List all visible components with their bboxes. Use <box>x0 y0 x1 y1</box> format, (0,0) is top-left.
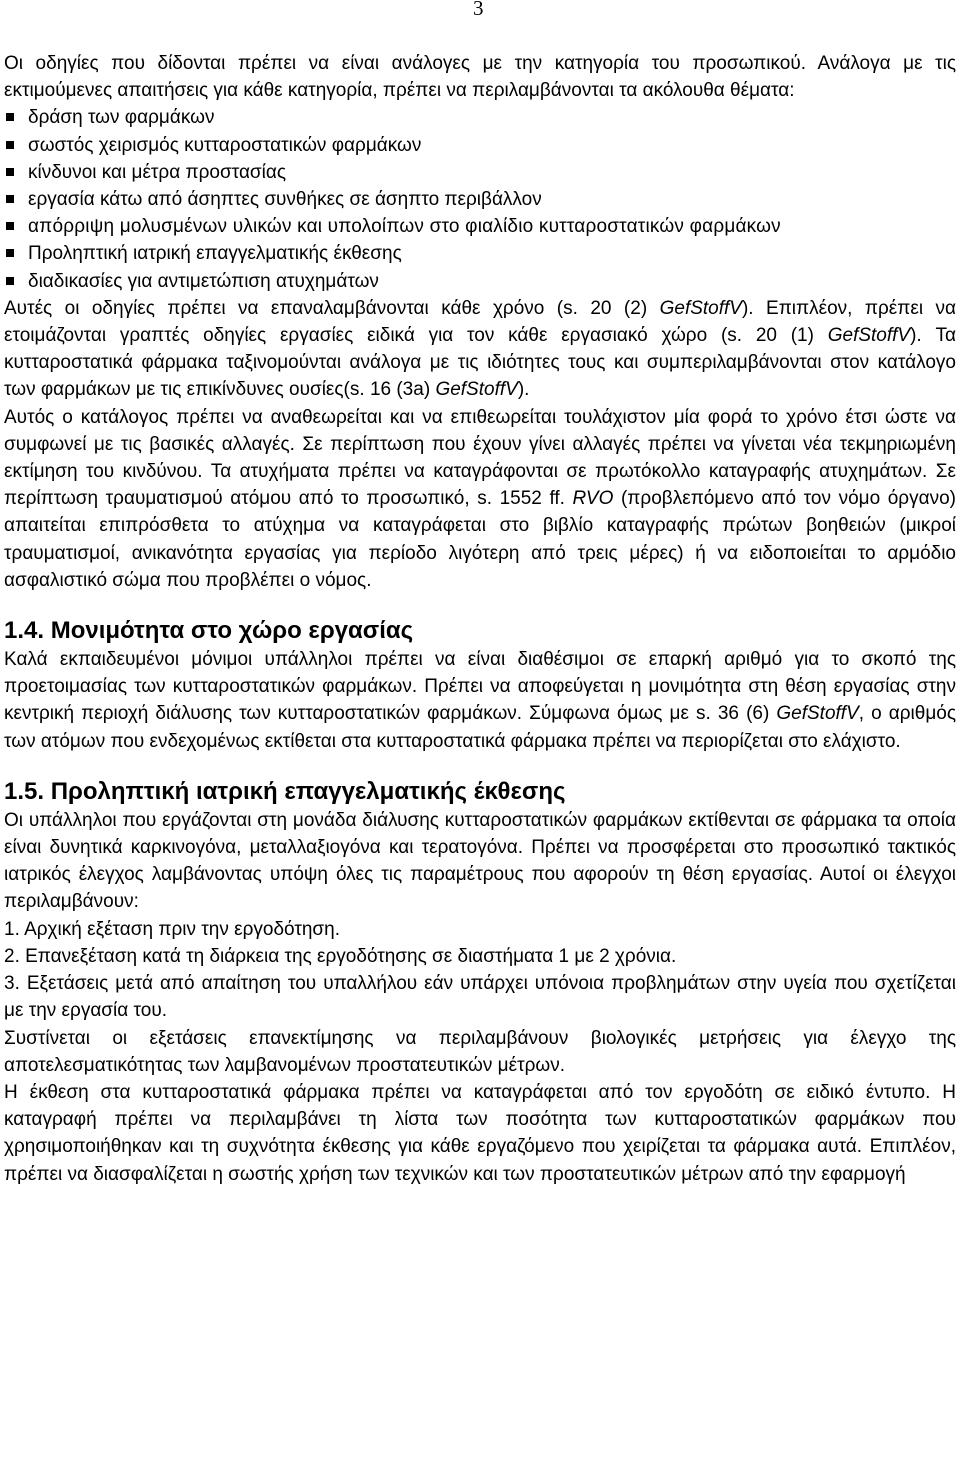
intro-paragraph: Οι οδηγίες που δίδονται πρέπει να είναι ανάλογες με την κατηγορία του προσωπικού. Ανάλογα με τις εκτιμούμενες απαιτήσεις για κάθε κατηγορία, πρέπει να περιλαμβάνονται τα ακόλουθα θέματα: <box>4 53 956 102</box>
page-number: 3 <box>473 0 484 20</box>
document-body <box>4 50 956 1188</box>
text-run: Αυτός ο κατάλογος πρέπει να αναθεωρείται και να επιθεωρείται τουλάχιστον μία φορά το χρόνο έτσι ώστε να συμφωνεί με τις βασικές αλλαγές. Σε περίπτωση που έχουν γίνει αλλαγές πρέπει να γίνεται νέα τεκμηριωμένη εκτίμηση του κινδύνου. Τα ατυχήματα πρέπει να καταγράφονται σε πρωτόκολλο καταγραφής ατυχημάτων. Σε περίπτωση τραυματισμού ατόμου από το προσωπικό, s. 1552 ff. <box>4 406 956 510</box>
text-run: (προβλεπόμενο από τον νόμο όργανο) απαιτείται επιπρόσθετα το ατύχημα να καταγράφεται στο βιβλίο καταγραφής πρώτων βοηθειών (μικροί τραυματισμοί, ανικανότητα εργασίας για περίοδο λιγότερη από τρεις μέρες) ή να ειδοποιείται το αρμόδιο ασφαλιστικό σώμα που προβλέπει ο νόμος. <box>4 488 956 591</box>
law-reference: GefStoffV <box>435 379 518 401</box>
text-run: ). Επιπλέον, πρέπει να ετοιμάζονται γραπτές οδηγίες εργασίες ειδικά για τον κάθε εργασιακό χώρο (s. 20 (1) <box>4 297 956 347</box>
section-1-4-paragraph <box>4 646 956 755</box>
exposure-paragraph: Η έκθεση στα κυτταροστατικά φάρμακα πρέπει να καταγράφεται από τον εργοδότη σε ειδικό έντυπο. Η καταγραφή πρέπει να περιλαμβάνει τη λίστα των ποσότητα των κυτταροστατικών φαρμάκων που χρησιμοποιήθηκαν και τη συχνότητα έκθεσης για κάθε εργαζόμενο που χειρίζεται τα φάρμακα αυτά. Επιπλέον, πρέπει να διασφαλίζεται η σωστής χρήση των τεχνικών και των προστατευτικών μέτρων από την εφαρμογή <box>4 1081 956 1185</box>
law-reference: RVO <box>572 488 614 510</box>
tests-paragraph: Συστίνεται οι εξετάσεις επανεκτίμησης να περιλαμβάνουν βιολογικές μετρήσεις για έλεγχο της αποτελεσματικότητας των λαμβανομένων προστατευτικών μέτρων. <box>4 1027 956 1076</box>
catalogue-paragraph <box>4 404 956 594</box>
section-heading-1-4: 1.4. Μονιμότητα στο χώρο εργασίας <box>4 617 414 645</box>
list-item: Προληπτική ιατρική επαγγελματικής έκθεσης <box>4 240 956 267</box>
law-reference: GefStoffV <box>827 325 911 347</box>
text-run: Αυτές οι οδηγίες πρέπει να επαναλαμβάνονται κάθε χρόνο (s. 20 (2) <box>4 297 660 319</box>
section-1-5-intro: Οι υπάλληλοι που εργάζονται στη μονάδα διάλυσης κυτταροστατικών φαρμάκων εκτίθενται σε φάρμακα τα οποία είναι δυνητικά καρκινογόνα, μεταλλαξιογόνα και τερατογόνα. Πρέπει να προσφέρεται στο προσωπικό τακτικός ιατρικός έλεγχος λαμβάνοντας υπόψη όλες τις παραμέτρους που αφορούν τη θέση εργασίας. Αυτοί οι έλεγχοι περιλαμβάνουν: <box>4 809 956 913</box>
text-run: ). <box>517 379 530 401</box>
section-heading-1-5: 1.5. Προληπτική ιατρική επαγγελματικής έκθεσης <box>4 777 566 805</box>
text-run: ). Τα κυτταροστατικά φάρμακα ταξινομούνται ανάλογα με τις ιδιότητες τους και συμπεριλαμβάνονται στον κατάλογο των φαρμάκων με τις επικίνδυνες ουσίες(s. 16 (3a) <box>4 325 956 401</box>
list-item: δράση των φαρμάκων <box>4 104 956 131</box>
list-item: εργασία κάτω από άσηπτες συνθήκες σε άσηπτο περιβάλλον <box>4 186 956 213</box>
list-item: σωστός χειρισμός κυτταροστατικών φαρμάκων <box>4 132 956 159</box>
text-run: , ο αριθμός των ατόμων που ενδεχομένως εκτίθεται στα κυτταροστατικά φάρμακα πρέπει να περιορίζεται στο ελάχιστο. <box>4 703 956 752</box>
list-item: κίνδυνοι και μέτρα προστασίας <box>4 159 956 186</box>
numbered-item: 2. Επανεξέταση κατά τη διάρκεια της εργοδότησης σε διαστήματα 1 με 2 χρόνια. <box>4 945 677 967</box>
list-item: απόρριψη μολυσμένων υλικών και υπολοίπων στο φιαλίδιο κυτταροστατικών φαρμάκων <box>4 213 956 240</box>
topics-list <box>4 104 956 294</box>
instructions-paragraph <box>4 295 956 404</box>
text-run: Καλά εκπαιδευμένοι μόνιμοι υπάλληλοι πρέπει να είναι διαθέσιμοι σε επαρκή αριθμό για το σκοπό της προετοιμασίας των κυτταροστατικών φαρμάκων. Πρέπει να αποφεύγεται η μονιμότητα στη θέση εργασίας στην κεντρική περιοχή διάλυσης των κυτταροστατικών φαρμάκων. Σύμφωνα όμως με s. 36 (6) <box>4 649 956 725</box>
law-reference: GefStoffV <box>776 703 859 725</box>
numbered-item: 3. Εξετάσεις μετά από απαίτηση του υπαλλήλου εάν υπάρχει υπόνοια προβλημάτων στην υγεία που σχετίζεται με την εργασία του. <box>4 973 956 1022</box>
list-item: διαδικασίες για αντιμετώπιση ατυχημάτων <box>4 268 956 295</box>
numbered-item: 1. Αρχική εξέταση πριν την εργοδότηση. <box>4 918 340 940</box>
law-reference: GefStoffV <box>659 297 742 319</box>
